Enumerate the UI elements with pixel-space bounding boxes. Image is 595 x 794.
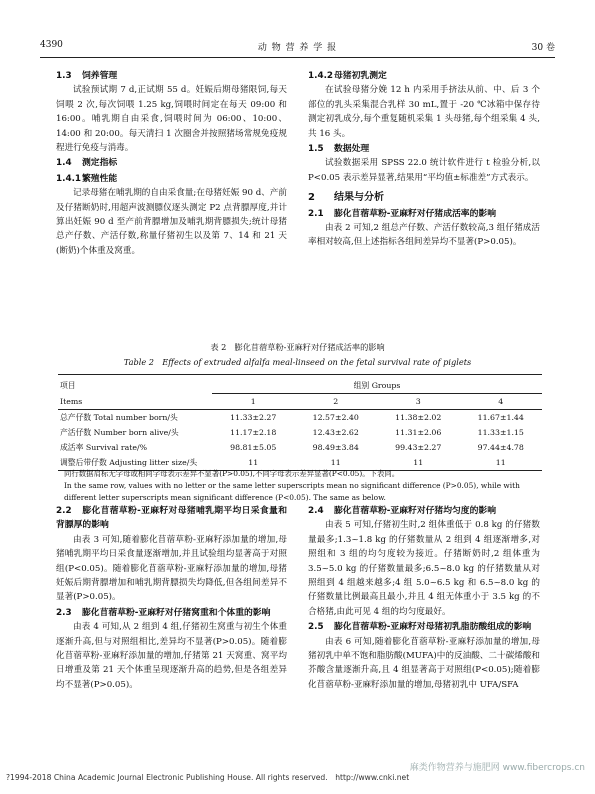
paragraph: 由表 3 可知,随着膨化苜蓿草粉-亚麻籽添加量的增加,母猪哺乳期平均日采食量逐渐增加,并且试验组均显著高于对照组(P<0.05)。随着膨化苜蓿草粉-亚麻籽添加量的增加,母猪妊娠后期背膘增加和哺乳期背膘损失均降低,但各组间差异不显著(P>0.05)。 <box>56 534 287 603</box>
table-top-rule <box>58 374 542 375</box>
section-title: 饲养管理 <box>82 71 118 81</box>
table-cell: 11 <box>248 458 259 467</box>
section-title: 膨化苜蓿草粉-亚麻籽对母猪初乳脂肪酸组成的影响 <box>334 622 532 633</box>
table-cell: 11.67±1.44 <box>477 413 524 422</box>
right-column-top <box>308 68 540 250</box>
section-number: 2.4 <box>308 506 324 516</box>
group-2-header: 2 <box>333 397 339 406</box>
section-number: 1.4 <box>56 158 72 169</box>
table-cell: 99.43±2.27 <box>395 443 442 452</box>
section-title: 繁殖性能 <box>82 173 118 184</box>
table-caption-en: Table 2 Effects of extruded alfalfa meal-linseed on the fetal survival rate of piglets <box>123 357 472 367</box>
copyright-footer: ?1994-2018 China Academic Journal Electronic Publishing House. All rights reserved. http://www.cnki.net <box>6 773 410 782</box>
group-1-header: 1 <box>250 397 256 406</box>
section-number: 2.5 <box>308 622 324 633</box>
paragraph: 由表 4 可知,从 2 组到 4 组,仔猪初生窝重与初生个体重逐渐升高,但与对照组相比,差异均不显著(P>0.05)。随着膨化苜蓿草粉-亚麻籽添加量的增加,仔猪第 21 天窝重、窝平均日增重及第 21 天个体重呈现逐渐升高的趋势,但是各组差异均不显著(P>0.05)。 <box>56 622 287 690</box>
paragraph: 由表 2 可知,2 组总产仔数、产活仔数较高,3 组仔猪成活率相对较高,但上述指标各组间差异均不显著(P>0.05)。 <box>308 223 540 248</box>
row-label: 产活仔数 Number born alive/头 <box>60 428 179 437</box>
table-note-cn: 同行数据肩标无字母或相同字母表示差异不显著(P>0.05),不同字母表示差异显著(P<0.05)。下表同。 <box>64 469 400 478</box>
table-cell: 98.49±3.84 <box>312 443 359 452</box>
section-number: 1.5 <box>308 144 324 155</box>
table-cell: 12.57±2.40 <box>312 413 359 422</box>
table-cell: 11.31±2.06 <box>395 428 442 437</box>
row-label: 总产仔数 Total number born/头 <box>60 413 178 422</box>
paragraph: 在试验母猪分娩 12 h 内采用手挤法从前、中、后 3 个部位的乳头采集混合乳样 30 mL,置于 -20 ℃冰箱中保存待测定初乳成分,每个重复随机采集 1 头母猪,每个组采集 4 头,共 16 头。 <box>308 85 540 139</box>
section-heading <box>308 504 540 518</box>
table-cell: 11 <box>413 458 424 467</box>
section-title: 母猪初乳测定 <box>334 71 387 81</box>
watermark: 麻类作物营养与施肥网 www.fibercrops.cn <box>409 763 585 773</box>
item-header-en: Items <box>60 396 83 406</box>
left-column-top <box>56 68 287 258</box>
section-title: 膨化苜蓿草粉-亚麻籽对仔猪成活率的影响 <box>334 208 496 219</box>
table-note-en: In the same row, values with no letter or the same letter superscripts mean no significant difference (P>0.05), while with different letter superscripts mean significant difference (P<0.05). The same as below. <box>64 481 520 502</box>
header-rule <box>40 57 555 58</box>
section-number: 1.3 <box>56 71 72 81</box>
group-4-header: 4 <box>498 397 504 406</box>
paragraph: 记录母猪在哺乳期的自由采食量;在母猪妊娠 90 d、产前及仔猪断奶时,用超声波测膘仪逐头测定 P2 点背膘厚度,并计算出妊娠 90 d 至产前背膘增加及哺乳期背膘损失;统计母猪总产仔数、产活仔数,称量仔猪初生以及第 7、14 和 21 天(断奶)个体重及窝重。 <box>56 188 287 256</box>
table-row <box>58 440 542 455</box>
paragraph: 试验预试期 7 d,正试期 55 d。妊娠后期母猪限饲,每天饲喂 2 次,每次饲喂 1.25 kg,饲喂时间定在每天 09:00 和 16:00。哺乳期自由采食,饲喂时间为 06:00、10:00、14:00 和 20:00。每天清扫 1 次圈舍并按照猪场常规免疫规程进行免疫与消毒。 <box>56 85 287 154</box>
table-cell: 11.38±2.02 <box>395 413 442 422</box>
paragraph: 由表 6 可知,随着膨化苜蓿草粉-亚麻籽添加量的增加,母猪初乳中单不饱和脂肪酸(MUFA)中的反油酸、二十碳烯酸和芥酸含量逐渐升高,且 4 组显著高于对照组(P<0.05);随着膨化苜蓿草粉-亚麻籽添加量的增加,母猪初乳中 UFA/SFA <box>308 636 540 690</box>
group-3-header: 3 <box>415 397 421 406</box>
section-title: 测定指标 <box>82 158 118 169</box>
row-label: 成活率 Survival rate/% <box>60 443 148 452</box>
section-heading <box>56 69 287 83</box>
table-row <box>58 425 542 440</box>
section-heading <box>56 172 287 186</box>
table-cell: 11.33±1.15 <box>477 428 524 437</box>
section-heading <box>308 191 540 205</box>
group-header: 组别 Groups <box>212 378 542 394</box>
section-heading <box>308 207 540 221</box>
table-cell: 11.33±2.27 <box>230 413 277 422</box>
section-number: 2.2 <box>56 506 72 516</box>
table-cell: 11 <box>330 458 341 467</box>
section-heading <box>308 142 540 156</box>
section-title: 膨化苜蓿草粉-亚麻籽对母猪哺乳期平均日采食量和背膘厚的影响 <box>56 506 287 531</box>
table-cell: 11 <box>495 458 506 467</box>
section-heading <box>56 156 287 170</box>
row-label: 调整后带仔数 Adjusting litter size/头 <box>60 458 198 467</box>
section-number: 2 <box>308 192 315 204</box>
survival-table <box>58 378 542 471</box>
section-heading <box>308 69 540 83</box>
left-column-bottom <box>56 503 287 692</box>
paragraph: 由表 5 可知,仔猪初生时,2 组体重低于 0.8 kg 的仔猪数量最多;1.3~1.8 kg 的仔猪数量从 2 组到 4 组逐渐增多,对照组和 3 组的均匀度较为接近。仔猪断奶时,2 组体重为 3.5~5.0 kg 的仔猪数量最多;6.5~8.0 kg 的仔猪数量从对照组到 4 组越来越多;4 组 5.0~6.5 kg 和 6.5~8.0 kg 的仔猪数量比例最高且最小,并且 4 组无体重小于 3.5 kg 的不合格猪,由此可见 4 组的均匀度最好。 <box>308 520 540 617</box>
right-column-bottom <box>308 503 540 692</box>
section-title: 数据处理 <box>334 144 370 155</box>
paragraph: 试验数据采用 SPSS 22.0 统计软件进行 t 检验分析,以 P<0.05 表示差异显著,结果用“平均值±标准差”方式表示。 <box>308 158 540 183</box>
table-cell: 11.17±2.18 <box>230 428 277 437</box>
table-cell: 97.44±4.78 <box>477 443 524 452</box>
journal-title: 动 物 营 养 学 报 <box>257 43 338 53</box>
section-title: 膨化苜蓿草粉-亚麻籽对仔猪窝重和个体重的影响 <box>82 607 271 618</box>
table-row <box>58 410 542 426</box>
volume-label: 30 卷 <box>531 43 555 53</box>
section-number: 1.4.2 <box>308 71 334 81</box>
page-number: 4390 <box>40 40 63 50</box>
section-title: 结果与分析 <box>334 192 384 204</box>
section-heading <box>56 504 287 533</box>
table-caption-cn: 表 2 膨化苜蓿草粉-亚麻籽对仔猪成活率的影响 <box>210 342 385 352</box>
item-header-cn: 项目 <box>60 381 76 391</box>
section-heading <box>308 620 540 634</box>
table-cell: 98.81±5.05 <box>230 443 277 452</box>
section-number: 2.1 <box>308 208 324 219</box>
section-title: 膨化苜蓿草粉-亚麻籽对仔猪均匀度的影响 <box>334 506 496 516</box>
table-cell: 12.43±2.62 <box>312 428 359 437</box>
section-number: 2.3 <box>56 607 72 618</box>
section-heading <box>56 606 287 620</box>
section-number: 1.4.1 <box>56 173 82 184</box>
